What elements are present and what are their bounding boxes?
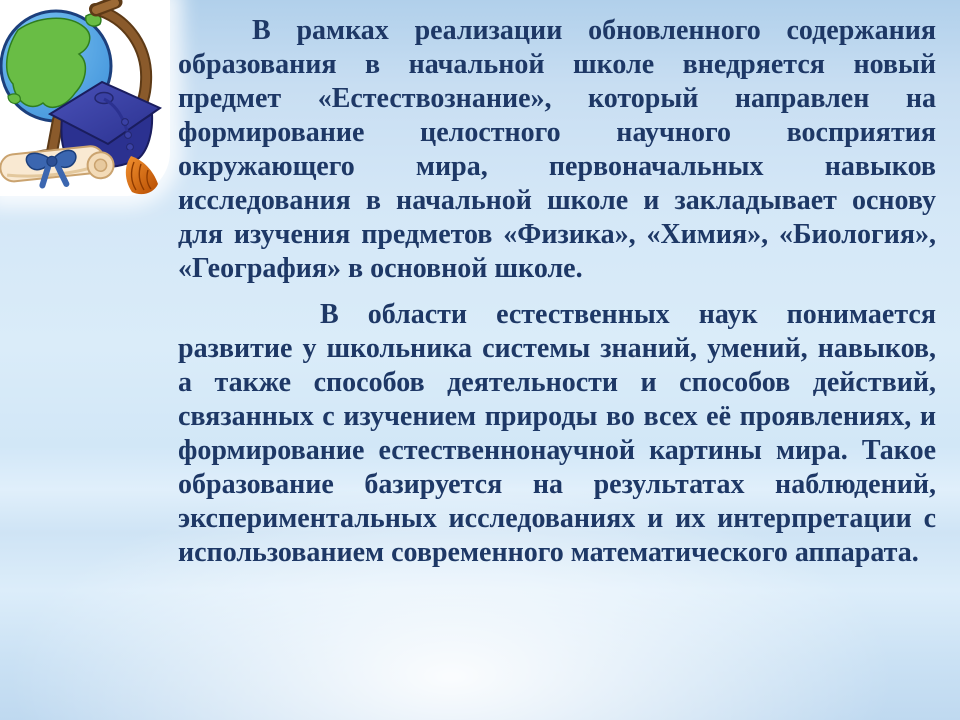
- slide-body-text: [178, 14, 936, 570]
- diploma-icon: [0, 144, 115, 191]
- paragraph-1: В рамках реализации обновленного содержания образования в начальной школе внедряется новый предмет «Естествознание», который направлен на формирование целостного научного восприятия окружающего мира, первоначальных навыков исследования в начальной школе и закладывает основу для изучения предметов «Физика», «Химия», «Биология», «География» в основной школе.: [178, 15, 936, 284]
- illustration-backdrop: [0, 0, 170, 196]
- paragraph-2: В области естественных наук понимается развитие у школьника системы знаний, умений, навыков, а также способов деятельности и способов действий, связанных с изучением природы во всех её проявлениях, и формирование естественнонаучной картины мира. Такое образование базируется на результатах наблюдений, экспериментальных исследованиях и их интерпретации с использованием современного математического аппарата.: [178, 299, 936, 568]
- globe-graduation-cap-diploma-illustration: [0, 0, 170, 196]
